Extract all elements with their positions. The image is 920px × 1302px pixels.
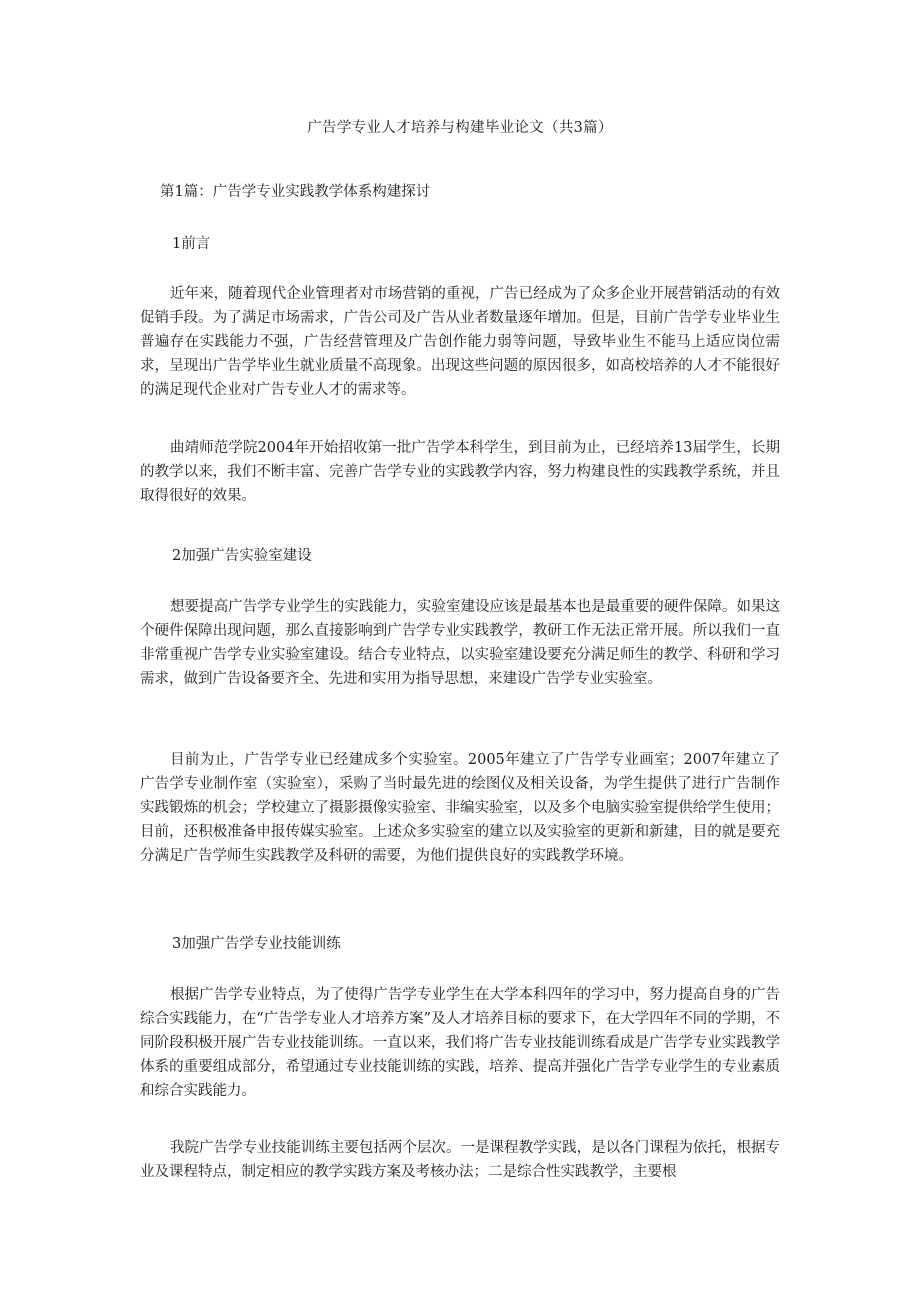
section-heading-lab-construction: 2加强广告实验室建设	[172, 548, 312, 564]
paragraph: 我院广告学专业技能训练主要包括两个层次。一是课程教学实践，是以各门课程为依托，根据专业及课程特点，制定相应的教学实践方案及考核办法；二是综合性实践教学，主要根	[140, 1140, 780, 1180]
paragraph: 根据广告学专业特点，为了使得广告学专业学生在大学本科四年的学习中，努力提高自身的广告综合实践能力，在“广告学专业人才培养方案”及人才培养目标的要求下，在大学四年不同的学期，不同阶段积极开展广告专业技能训练。一直以来，我们将广告专业技能训练看成是广告学专业实践教学体系的重要组成部分，希望通过专业技能训练的实践，培养、提高并强化广告学专业学生的专业素质和综合实践能力。	[140, 987, 780, 1099]
paragraph: 曲靖师范学院2004年开始招收第一批广告学本科学生，到目前为止，已经培养13届学生，长期的教学以来，我们不断丰富、完善广告学专业的实践教学内容，努力构建良性的实践教学系统，并且取得很好的效果。	[140, 440, 780, 504]
paragraph: 近年来，随着现代企业管理者对市场营销的重视，广告已经成为了众多企业开展营销活动的有效促销手段。为了满足市场需求，广告公司及广告从业者数量逐年增加。但是，目前广告学专业毕业生普遍存在实践能力不强，广告经营管理及广告创作能力弱等问题，导致毕业生不能马上适应岗位需求，呈现出广告学毕业生就业质量不高现象。出现这些问题的原因很多，如高校培养的人才不能很好的满足现代企业对广告专业人才的需求等。	[140, 286, 780, 398]
paragraph: 目前为止，广告学专业已经建成多个实验室。2005年建立了广告学专业画室；2007年建立了广告学专业制作室（实验室），采购了当时最先进的绘图仪及相关设备，为学生提供了进行广告制作实践锻炼的机会；学校建立了摄影摄像实验室、非编实验室，以及多个电脑实验室提供给学生使用；目前，还积极准备申报传媒实验室。上述众多实验室的建立以及实验室的更新和新建，目的就是要充分满足广告学师生实践教学及科研的需要，为他们提供良好的实践教学环境。	[140, 752, 780, 864]
part-heading: 第1篇：广告学专业实践教学体系构建探讨	[160, 184, 431, 200]
section-heading-skill-training: 3加强广告学专业技能训练	[172, 936, 341, 952]
paragraph: 想要提高广告学专业学生的实践能力，实验室建设应该是最基本也是最重要的硬件保障。如果这个硬件保障出现问题，那么直接影响到广告学专业实践教学，教研工作无法正常开展。所以我们一直非常重视广告学专业实验室建设。结合专业特点，以实验室建设要充分满足师生的教学、科研和学习需求，做到广告设备要齐全、先进和实用为指导思想，来建设广告学专业实验室。	[140, 599, 780, 687]
document-title: 广告学专业人才培养与构建毕业论文（共3篇）	[307, 120, 613, 136]
section-heading-intro: 1前言	[172, 236, 211, 252]
